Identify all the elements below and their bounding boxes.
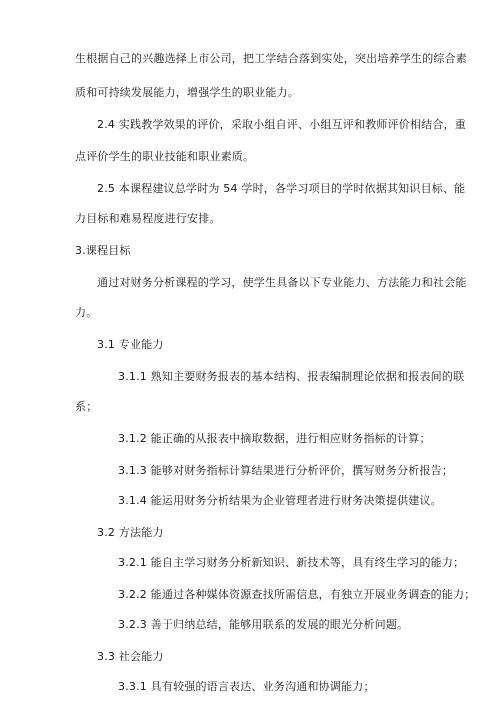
- paragraph-line: 质和可持续发展能力，增强学生的职业能力。: [75, 86, 299, 99]
- paragraph-line: 力目标和难易程度进行安排。: [75, 212, 221, 225]
- list-item: 3.2.1 能自主学习财务分析新知识、新技术等，具有终生学习的能力；: [118, 556, 465, 569]
- list-item: 3.1.4 能运用财务分析结果为企业管理者进行财务决策提供建议。: [118, 494, 442, 507]
- subsection-heading: 3.3 社会能力: [97, 650, 164, 663]
- paragraph-line: 2.4 实践教学效果的评价，采取小组自评、小组互评和教师评价相结合，重: [97, 118, 466, 131]
- list-item: 3.1.2 能正确的从报表中摘取数据，进行相应财务指标的计算；: [118, 432, 431, 445]
- list-item: 3.2.3 善于归纳总结，能够用联系的发展的眼光分析问题。: [118, 618, 409, 631]
- subsection-heading: 3.2 方法能力: [97, 526, 164, 539]
- list-item-continuation: 系；: [75, 400, 98, 413]
- paragraph-line: 力。: [75, 306, 98, 319]
- paragraph-line: 通过对财务分析课程的学习，使学生具备以下专业能力、方法能力和社会能: [97, 276, 467, 289]
- paragraph-line: 点评价学生的职业技能和职业素质。: [75, 150, 255, 163]
- list-item: 3.3.1 具有较强的语言表达、业务沟通和协调能力；: [118, 680, 375, 693]
- subsection-heading: 3.1 专业能力: [97, 338, 164, 351]
- paragraph-line: 生根据自己的兴趣选择上市公司，把工学结合落到实处，突出培养学生的综合素: [75, 52, 467, 65]
- list-item: 3.2.2 能通过各种媒体资源查找所需信息，有独立开展业务调查的能力；: [118, 588, 476, 601]
- paragraph-line: 2.5 本课程建议总学时为 54 学时，各学习项目的学时依据其知识目标、能: [97, 182, 466, 195]
- list-item: 3.1.1 熟知主要财务报表的基本结构、报表编制理论依据和报表间的联: [118, 370, 465, 383]
- list-item: 3.1.3 能够对财务指标计算结果进行分析评价，撰写财务分析报告；: [118, 464, 454, 477]
- section-heading: 3.课程目标: [75, 244, 131, 257]
